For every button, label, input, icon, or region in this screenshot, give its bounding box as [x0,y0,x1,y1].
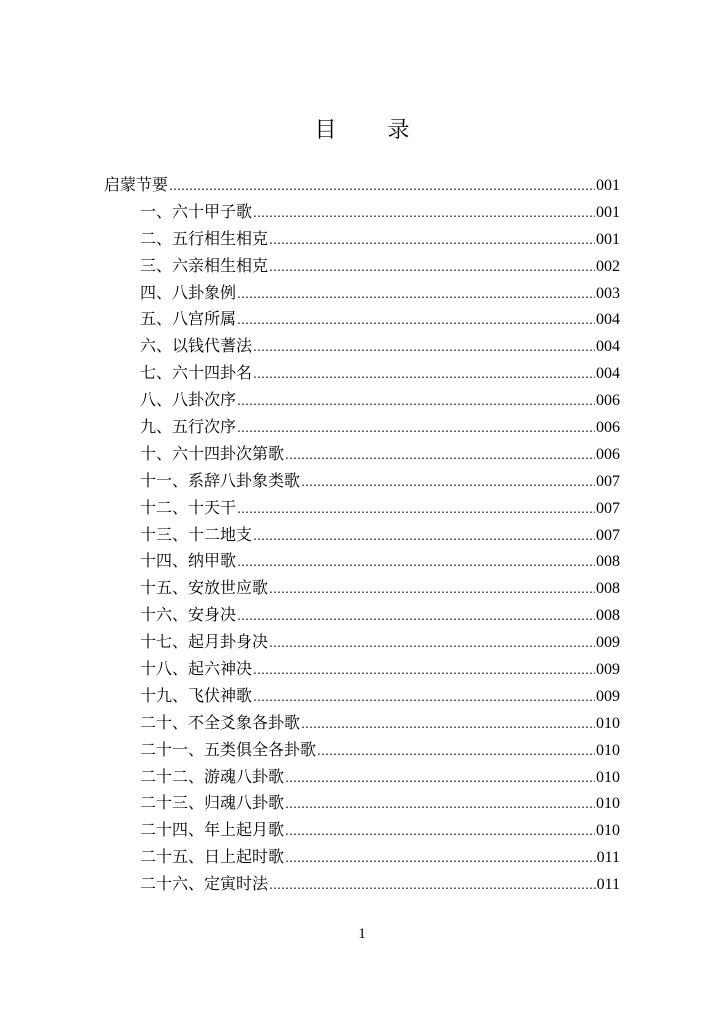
toc-entry-page: 001 [596,203,620,221]
toc-entry-label: 六、以钱代蓍法 [140,336,253,356]
toc-entry-page: 009 [596,687,620,705]
dot-leader [237,549,595,576]
toc-entry-label: 四、八卦象例 [140,282,237,302]
toc-entry-page: 006 [596,392,620,410]
toc-entry-label: 十七、起月卦身决 [140,632,269,652]
toc-entry-label: 七、六十四卦名 [140,363,253,383]
toc-entry-label: 一、六十甲子歌 [140,201,253,221]
toc-entry-label: 十四、纳甲歌 [140,551,237,571]
toc-entry[interactable] [104,199,620,226]
dot-leader [237,307,595,334]
toc-entry-page: 006 [596,419,620,437]
toc-entry-page: 001 [596,177,620,194]
toc-entry[interactable] [104,764,620,791]
dot-leader [237,388,595,415]
toc-entry-label: 二十六、定寅时法 [140,874,269,894]
toc-entry-label: 二、五行相生相克 [140,228,269,248]
dot-leader [253,200,595,227]
toc-entry-label: 二十、不全爻象各卦歌 [140,712,301,732]
toc-entry-page: 006 [596,445,620,463]
dot-leader [237,496,595,523]
toc-entry-page: 010 [596,822,620,840]
toc-entry-list [104,199,620,898]
toc-entry-label: 二十一、五类俱全各卦歌 [140,739,317,759]
toc-entry-page: 011 [596,849,620,867]
toc-entry-page: 003 [596,284,620,302]
toc-entry[interactable] [104,575,620,602]
dot-leader [253,334,595,361]
toc-entry-label: 二十二、游魂八卦歌 [140,766,285,786]
dot-leader [285,765,595,792]
toc-entry-page: 007 [596,472,620,490]
dot-leader [285,442,595,469]
toc-entry[interactable] [104,280,620,307]
toc-entry-page: 010 [596,768,620,786]
dot-leader [301,711,595,738]
dot-leader [237,603,595,630]
dot-leader [317,738,595,765]
toc-entry[interactable] [104,790,620,817]
toc-entry-page: 007 [596,499,620,517]
table-of-contents [104,172,620,898]
toc-entry-label: 十二、十天干 [140,497,237,517]
toc-entry[interactable] [104,844,620,871]
dot-leader [301,469,595,496]
toc-entry[interactable] [104,817,620,844]
toc-entry[interactable] [104,522,620,549]
toc-entry[interactable] [104,253,620,280]
toc-entry-page: 002 [596,257,620,275]
toc-entry-label: 十五、安放世应歌 [140,578,269,598]
toc-entry[interactable] [104,737,620,764]
toc-entry-label: 十三、十二地支 [140,524,253,544]
toc-entry[interactable] [104,629,620,656]
toc-entry[interactable] [104,441,620,468]
toc-entry-label: 十九、飞伏神歌 [140,685,253,705]
toc-entry-page: 011 [596,876,620,894]
dot-leader [285,818,595,845]
dot-leader [269,630,595,657]
toc-entry-label: 八、八卦次序 [140,390,237,410]
toc-entry[interactable] [104,333,620,360]
toc-entry-page: 008 [596,553,620,571]
toc-entry[interactable] [104,602,620,629]
toc-entry[interactable] [104,226,620,253]
dot-leader [237,415,595,442]
dot-leader [285,791,595,818]
dot-leader [169,173,595,200]
dot-leader [237,281,595,308]
toc-entry[interactable] [104,683,620,710]
toc-entry-label: 二十四、年上起月歌 [140,820,285,840]
dot-leader [253,361,595,388]
toc-entry[interactable] [104,710,620,737]
toc-entry[interactable] [104,548,620,575]
toc-entry-label: 十、六十四卦次第歌 [140,443,285,463]
dot-leader [253,684,595,711]
toc-entry-page: 004 [596,365,620,383]
dot-leader [269,254,595,281]
toc-entry-page: 007 [596,526,620,544]
dot-leader [269,872,596,899]
toc-entry-page: 008 [596,607,620,625]
toc-entry-label: 十六、安身决 [140,605,237,625]
toc-entry-label: 三、六亲相生相克 [140,255,269,275]
toc-entry-page: 001 [596,230,620,248]
toc-entry-page: 004 [596,311,620,329]
toc-entry[interactable] [104,871,620,898]
toc-entry-page: 008 [596,580,620,598]
dot-leader [253,657,595,684]
toc-entry-page: 010 [596,714,620,732]
toc-entry-page: 009 [596,634,620,652]
toc-entry-label: 二十五、日上起时歌 [140,847,285,867]
toc-entry-page: 010 [596,795,620,813]
toc-entry-label: 五、八宫所属 [140,309,237,329]
page-title: 目 录 [314,118,432,143]
toc-entry[interactable] [104,495,620,522]
toc-entry-main[interactable] [104,172,620,199]
dot-leader [285,845,596,872]
page-number: 1 [358,926,366,942]
toc-entry[interactable] [104,656,620,683]
toc-entry[interactable] [104,387,620,414]
dot-leader [269,227,595,254]
toc-entry-label: 十八、起六神决 [140,659,253,679]
toc-entry-label: 启蒙节要 [104,175,169,194]
toc-entry[interactable] [104,360,620,387]
toc-entry-page: 004 [596,338,620,356]
dot-leader [253,523,595,550]
toc-entry-label: 十一、系辞八卦象类歌 [140,470,301,490]
toc-entry[interactable] [104,306,620,333]
toc-entry-page: 010 [596,741,620,759]
dot-leader [269,576,595,603]
toc-entry[interactable] [104,414,620,441]
toc-entry-page: 009 [596,661,620,679]
toc-entry[interactable] [104,468,620,495]
toc-entry-label: 九、五行次序 [140,417,237,437]
toc-entry-label: 二十三、归魂八卦歌 [140,793,285,813]
